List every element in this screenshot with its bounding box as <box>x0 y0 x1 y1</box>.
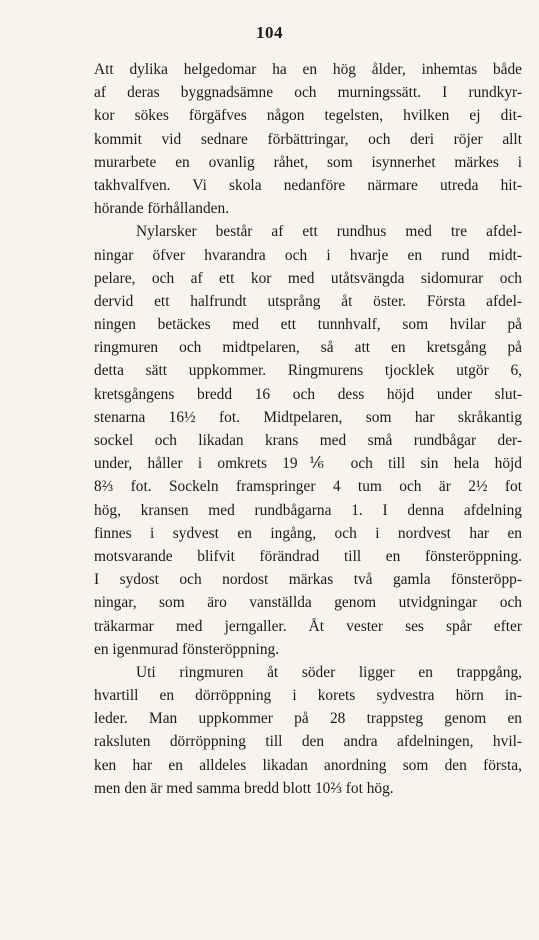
text-line: sockel och likadan krans med små rundbågar der- <box>94 432 522 449</box>
text-line: motsvarande blifvit förändrad till en fönsteröppning. <box>94 547 522 565</box>
text-line: murarbete en ovanlig råhet, som isynnerhet märkes i <box>94 153 522 171</box>
text-line: detta sätt uppkommer. Ringmurens tjocklek utgör 6, <box>94 362 522 380</box>
text-line: ningar, som äro vanställda genom utvidgningar och <box>94 594 522 612</box>
body-text <box>94 58 522 800</box>
text-line: träkarmar med jerngaller. Åt vester ses spår efter <box>94 617 522 635</box>
paragraph <box>94 661 522 800</box>
text-line: en igenmurad fönsteröppning. <box>94 640 280 658</box>
text-line: hörande förhållanden. <box>94 200 230 218</box>
text-line: finnes i sydvest en ingång, och i nordvest har en <box>94 524 522 542</box>
text-line: kor sökes förgäfves någon tegelsten, hvilken ej dit- <box>94 107 522 125</box>
text-line: under, håller i omkrets 19⅙ och till sin hela höjd <box>94 455 522 473</box>
text-line: dervid ett halfrundt utsprång åt öster. Första afdel- <box>94 292 522 310</box>
page-number: 104 <box>256 23 283 42</box>
text-line: takhvalfven. Vi skola nedanföre närmare utreda hit- <box>94 176 522 194</box>
text-line: I sydost och nordost märkas två gamla fönsteröpp- <box>94 571 522 589</box>
text-line: 8⅔ fot. Sockeln framspringer 4 tum och är 2½ fot <box>94 478 522 496</box>
text-line: pelare, och af ett kor med utåtsvängda sidomurar och <box>94 269 522 287</box>
text-line: stenarna 16½ fot. Midtpelaren, som har skråkantig <box>94 408 522 426</box>
text-line: kretsgångens bredd 16 och dess höjd under slut- <box>94 385 522 403</box>
paragraph <box>94 58 522 220</box>
text-line: ningen betäckes med ett tunnhvalf, som hvilar på <box>94 316 522 334</box>
text-line: Nylarsker består af ett rundhus med tre afdel- <box>136 223 522 241</box>
text-line: Att dylika helgedomar ha en hög ålder, inhemtas både <box>94 61 522 78</box>
text-line: ningar öfver hvarandra och i hvarje en rund midt- <box>94 246 522 264</box>
text-line: men den är med samma bredd blott 10⅔ fot hög. <box>94 779 394 797</box>
text-line: af deras byggnadsämne och murningssätt. I rundkyr- <box>94 84 522 102</box>
text-line: ken har en alldeles likadan anordning som den första, <box>94 756 522 774</box>
text-line: hög, kransen med rundbågarna 1. I denna afdelning <box>94 501 522 519</box>
text-line: hvartill en dörröppning i korets sydvestra hörn in- <box>94 687 522 705</box>
text-line: leder. Man uppkommer på 28 trappsteg genom en <box>94 710 522 728</box>
text-line: Uti ringmuren åt söder ligger en trappgång, <box>136 663 522 681</box>
text-line: ringmuren och midtpelaren, så att en kretsgång på <box>94 339 522 357</box>
paragraph <box>94 220 522 661</box>
text-line: raksluten dörröppning till den andra afdelningen, hvil- <box>94 733 522 751</box>
text-line: kommit vid sednare förbättringar, och deri röjer allt <box>94 130 522 148</box>
